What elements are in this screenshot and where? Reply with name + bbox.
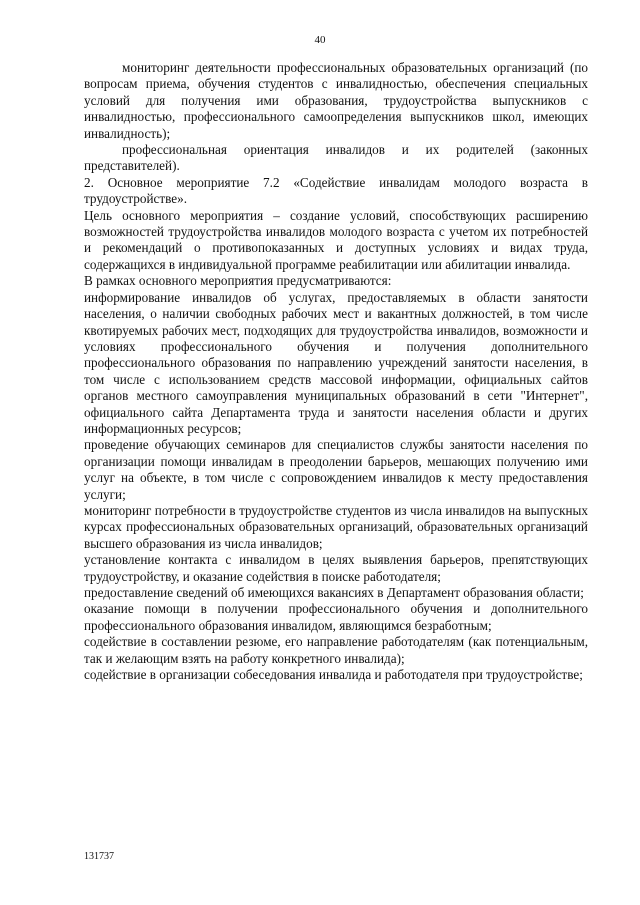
paragraph-resume: содействие в составлении резюме, его направление работодателям (как потенциальным, так и желающим взять на работу конкретного инвалида); [84, 634, 588, 666]
page-number: 40 [314, 34, 326, 46]
document-code: 131737 [84, 851, 114, 862]
paragraph-measure-goal: Цель основного мероприятия – создание условий, способствующих расширению возможностей трудоустройства инвалидов молодого возраста с учетом их потребностей и рекомендаций о противопоказанных и доступных условиях и видах труда, содержащихся в индивидуальной программе реабилитации или абилитации инвалида. [84, 207, 588, 272]
paragraph-monitoring-organizations: мониторинг деятельности профессиональных образовательных организаций (по вопросам приема, обучения студентов с инвалидностью, обеспечения специальных условий для получения ими образования, трудоустройства выпускников с инвалидностью, профессионального самоопределения выпускников школ, имеющих инвалидность); [84, 60, 588, 141]
paragraph-career-guidance: профессиональная ориентация инвалидов и их родителей (законных представителей). [84, 142, 588, 174]
paragraph-contact: установление контакта с инвалидом в целях выявления барьеров, препятствующих трудоустройству, и оказание содействия в поиске работодателя; [84, 552, 588, 584]
paragraph-vacancies: предоставление сведений об имеющихся вакансиях в Департамент образования области; [84, 585, 584, 600]
paragraph-interview: содействие в организации собеседования инвалида и работодателя при трудоустройстве; [84, 667, 583, 683]
paragraph-monitoring-students: мониторинг потребности в трудоустройстве студентов из числа инвалидов на выпускных курсах профессиональных образовательных организаций, образовательных организаций высшего образования из числа инвалидов; [84, 502, 588, 551]
document-body [84, 60, 588, 683]
paragraph-measure-7-2-heading: 2. Основное мероприятие 7.2 «Содействие инвалидам молодого возраста в трудоустройстве». [84, 174, 588, 207]
paragraph-informing: информирование инвалидов об услугах, предоставляемых в области занятости населения, о наличии свободных рабочих мест и вакантных должностей, в том числе квотируемых рабочих мест, подходящих для трудоустройства инвалидов, возможности и условиях профессионального обучения и получения дополнительного профессионального образования по направлению учреждений занятости населения, в том числе с использованием средств массовой информации, официальных сайтов органов местного самоуправления муниципальных образований в сети "Интернет", официального сайта Департамента труда и занятости населения области и других информационных ресурсов; [84, 289, 588, 436]
paragraph-seminars: проведение обучающих семинаров для специалистов службы занятости населения по организации помощи инвалидам в преодолении барьеров, мешающих получению ими услуг на объекте, в том числе с сопровождением инвалидов к месту предоставления услуги; [84, 437, 588, 502]
paragraph-training-help: оказание помощи в получении профессионального обучения и дополнительного профессионального образования инвалидом, являющимся безработным; [84, 601, 588, 633]
paragraph-measure-scope: В рамках основного мероприятия предусматриваются: [84, 273, 392, 289]
